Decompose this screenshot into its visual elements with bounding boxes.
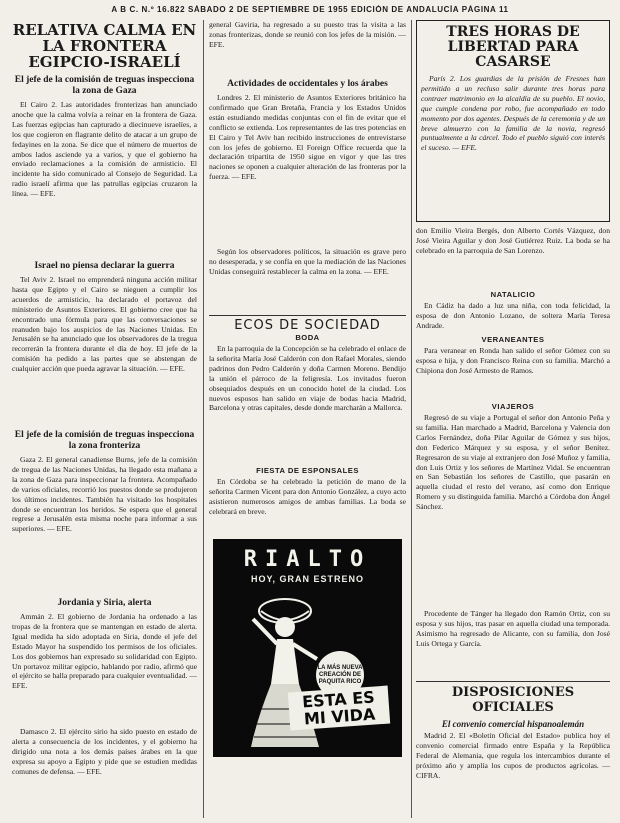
article-body: don Emilio Vieira Bergés, don Alberto Cortés Vázquez, don José Vieira Aguilar y don José Gutiérrez Ruiz. La boda se ha celebrado en la parroquia de San Lorenzo. bbox=[416, 226, 610, 255]
ad-film-title bbox=[288, 686, 390, 731]
column-1 bbox=[12, 20, 197, 818]
article-body: París 2. Los guardias de la prisión de Fresnes han permitido a un recluso salir durante tres horas para contraer matrimonio en la alcaldía de su pueblo. El novio, que cumple condena por robo, fue acompañado en todo momento por dos agentes. Después de la ceremonia y de un breve almuerzo con la familia de la novia, regresó puntualmente a la cárcel. Todo el pueblo siguió con interés el suceso. — EFE. bbox=[421, 74, 605, 153]
article-body: Para veranear en Ronda han salido el señor Gómez con su esposa e hija, y don Francisco Reina con su familia. Marchó a Chipiona don José Armesto de Ramos. bbox=[416, 346, 610, 375]
subheadline: El convenio comercial hispanoalemán bbox=[441, 719, 585, 729]
article-body: Tel Aviv 2. Israel no emprenderá ninguna acción militar hasta que Egipto y el Cairo se nieguen a cumplir los acuerdos de armisticio, ha declarado el portavoz del ministerio de Asuntos Exteriores. El gobierno cree que ha encontrado una fórmula para que las conversaciones se reanuden bajo los auspicios de las Naciones Unidas. En Jerusalén se ha anunciado que los observadores de la tregua recorrerán la frontera durante el día de hoy. El jefe de la comisión ha pedido a las partes que se abstengan de cualquier acción que pueda agravar la situación. — EFE. bbox=[12, 275, 197, 374]
boxed-article bbox=[416, 20, 610, 222]
article-body: Ammán 2. El gobierno de Jordania ha ordenado a las tropas de la frontera que se mantengan en estado de alerta. Igual medida ha sido adoptada en Siria, donde el jefe del Estado Mayor ha suspendido los permisos de los oficiales. Los dos gobiernos han expresado su solidaridad con Egipto. Un portavoz militar egipcio, hablando por radio, afirmó que el ejército se halla preparado para cualquier eventualidad. — EFE. bbox=[12, 612, 197, 691]
subheadline: El jefe de la comisión de treguas inspecciona la zona fronteriza bbox=[14, 430, 195, 451]
running-header: A B C. N.º 16.822 SÁBADO 2 DE SEPTIEMBRE DE 1955 EDICIÓN DE ANDALUCÍA PÁGINA 11 bbox=[111, 5, 509, 14]
cinema-advertisement bbox=[213, 539, 402, 757]
section-headline: DISPOSICIONES OFICIALES bbox=[416, 681, 610, 715]
article-body: Regresó de su viaje a Portugal el señor don Antonio Peña y su familia. Han marchado a Madrid, Barcelona y Valencia don Carlos Fernández, doña Pilar Aguilar de Gómez y sus hijos, don Federico Márquez y su esposa, y el señor Benítez. Regresaron de su viaje al extranjero don José Muñoz y familia, don Luis Ortiz y los señores de Martínez Vidal. Se encuentran en San Sebastián los señores de Castillo, que pasarán en aquella ciudad el resto del verano, así como don Enrique Romero y su distinguida familia. Marchó a Córdoba don Ángel Sánchez. bbox=[416, 413, 610, 512]
article-body: En la parroquia de la Concepción se ha celebrado el enlace de la señorita María José Calderón con don Rafael Morales, siendo padrinos don Pedro Calderón y doña Carmen Moreno. Bendijo la unión el párroco de la feligresía. Los invitados fueron obsequiados después en un conocido hotel de la ciudad. Los nuevos esposos han salido en viaje de bodas hacia Madrid, Barcelona y otras capitales, desde donde marcharán a Mallorca. bbox=[209, 344, 406, 413]
section-subtitle: VIAJEROS bbox=[491, 402, 535, 411]
section-subtitle: BODA bbox=[295, 333, 320, 342]
section-subtitle: NATALICIO bbox=[490, 290, 536, 299]
section-subtitle: FIESTA DE ESPONSALES bbox=[256, 466, 359, 475]
ad-badge-text: LA MÁS NUEVA CREACIÓN DE PAQUITA RICO bbox=[317, 664, 363, 685]
column-2 bbox=[209, 20, 406, 818]
article-body: En Cádiz ha dado a luz una niña, con toda felicidad, la esposa de don Antonio Lozano, de soltera María Teresa Andrade. bbox=[416, 301, 610, 330]
subheadline: Jordania y Siria, alerta bbox=[57, 598, 152, 608]
ad-film-title-line: MI VIDA bbox=[303, 704, 376, 729]
article-body: En Córdoba se ha celebrado la petición de mano de la señorita Carmen Vicent para don Antonio González, a cuyo acto asistieron numerosos amigos de ambas familias. La boda se celebrará en breve. bbox=[209, 477, 406, 516]
section-subtitle: VERANEANTES bbox=[481, 335, 545, 344]
article-body: Según los observadores políticos, la situación es grave pero no desesperada, y se confía en que la mediación de las Naciones Unidas conseguirá restablecer la calma en la zona. — EFE. bbox=[209, 247, 406, 276]
article-body: El Cairo 2. Las autoridades fronterizas han anunciado anoche que la calma volvía a reinar en la frontera de Gaza. Las fuerzas egipcias han capturado a diecinueve israelíes, a los que cogieron en flagrante delito de atacar a un grupo de fedayines en la zona. Se dice que el número de muertos de ambos lados asciende ya a varios, y que el gobierno ha enviado reclamaciones a la comisión de armisticio. El incidente ha sido comunicado al Consejo de Seguridad. La radio israelí afirma que las patrullas egipcias cruzaron la línea. — EFE. bbox=[12, 100, 197, 199]
ad-cinema-name: RIALTO bbox=[243, 547, 372, 572]
section-title: ECOS DE SOCIEDAD bbox=[209, 315, 406, 333]
subheadline: Actividades de occidentales y los árabes bbox=[227, 79, 388, 89]
article-body: Gaza 2. El general canadiense Burns, jefe de la comisión de tregua de las Naciones Unidas, ha llegado esta mañana a la zona de Gaza para inspeccionar la frontera. Acompañado de varios oficiales, recorrió los puestos donde se produjeron los últimos incidentes. También ha visitado los hospitales donde se encuentran los heridos. Se espera que el general regrese a Jerusalén esta misma noche para informar a sus superiores. — EFE. bbox=[12, 455, 197, 534]
article-body: Londres 2. El ministerio de Asuntos Exteriores británico ha confirmado que Gran Bretaña, Francia y los Estados Unidos están estudiando medidas conjuntas con el fin de evitar que el conflicto se extienda. Los representantes de las tres potencias en El Cairo y Tel Aviv han recibido instrucciones de entrevistarse con los jefes de gobierno. El Foreign Office recuerda que la declaración tripartita de 1950 sigue en vigor y que las tres naciones se oponen a cualquier alteración de las fronteras por la fuerza. — EFE. bbox=[209, 93, 406, 182]
ad-subtitle: HOY, GRAN ESTRENO bbox=[250, 574, 364, 584]
article-body: Damasco 2. El ejército sirio ha sido puesto en estado de alerta a consecuencia de los incidentes, y el gobierno ha dirigido una nota a los demás países árabes en la que expresa su apoyo a Egipto y pide que se estudien medidas comunes de defensa. — EFE. bbox=[12, 727, 197, 776]
article-body: Procedente de Tánger ha llegado don Ramón Ortiz, con su esposa y sus hijos, tras pasar en aquella ciudad una temporada. Asimismo ha regresado de Alicante, con su familia, don José Luis Ortega y García. bbox=[416, 609, 610, 648]
ad-film-title-line: ESTA ES bbox=[301, 687, 376, 712]
subheadline: El jefe de la comisión de treguas inspecciona la zona de Gaza bbox=[14, 75, 195, 96]
subheadline: Israel no piensa declarar la guerra bbox=[34, 261, 175, 271]
main-headline: RELATIVA CALMA EN LA FRONTERA EGIPCIO-ISRAELÍ bbox=[12, 21, 197, 71]
boxed-headline: TRES HORAS DE LIBERTAD PARA CASARSE bbox=[446, 24, 580, 70]
column-rule bbox=[411, 20, 412, 818]
column-rule bbox=[203, 20, 204, 818]
article-body: general Gaviria, ha regresado a su puesto tras la visita a las zonas fronterizas, donde se reunió con los jefes de la misión. — EFE. bbox=[209, 20, 406, 49]
article-body: Madrid 2. El «Boletín Oficial del Estado» publica hoy el convenio comercial firmado entre España y la República Federal de Alemania, que regula los intercambios durante el próximo año y amplía los cupos de productos agrícolas. — CIFRA. bbox=[416, 731, 610, 780]
column-3 bbox=[416, 20, 610, 818]
